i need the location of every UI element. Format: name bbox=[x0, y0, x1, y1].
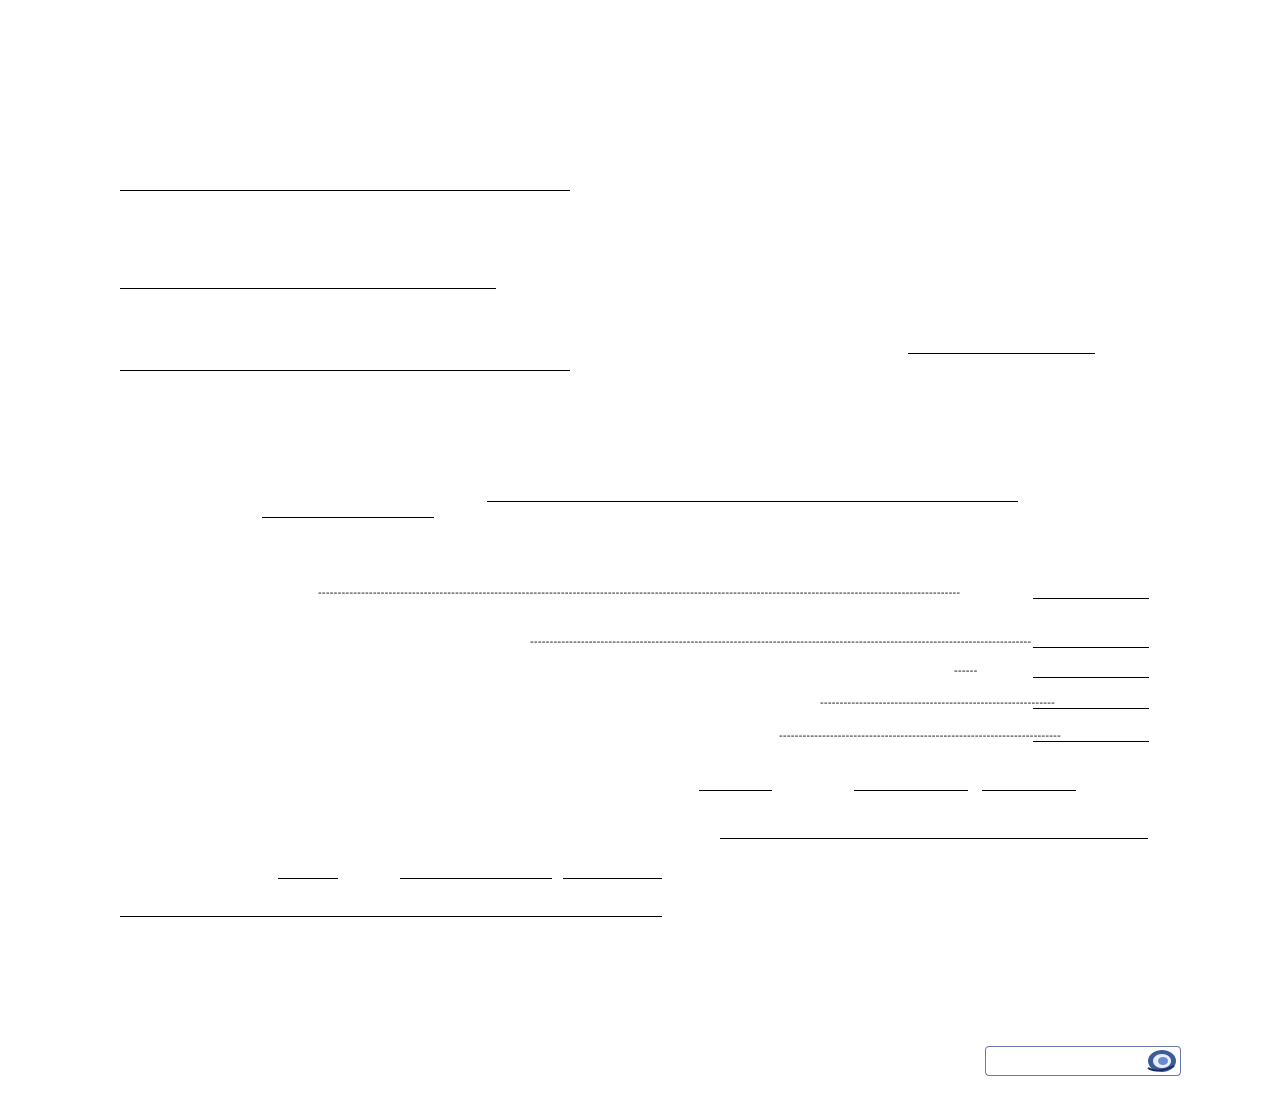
item-3-leader: ------ bbox=[954, 664, 978, 677]
item-2-leader: -------------------------------------------------------------------------------------------------------------------------------- bbox=[530, 635, 1032, 648]
clerk-signature-line[interactable] bbox=[120, 916, 662, 917]
garnishee-line[interactable] bbox=[120, 370, 570, 371]
approved-day-field[interactable] bbox=[278, 878, 338, 879]
item-1-amount-field[interactable] bbox=[1033, 598, 1149, 599]
item-4-amount-field[interactable] bbox=[1033, 708, 1149, 709]
approved-year-field[interactable] bbox=[563, 878, 662, 879]
item-4-leader: ------------------------------------------------------------ bbox=[820, 696, 1056, 709]
date-month-field[interactable] bbox=[854, 790, 968, 791]
approved-month-field[interactable] bbox=[400, 878, 552, 879]
total-leader: ------------------------------------------------------------------------ bbox=[779, 729, 1062, 742]
plaintiff-signature-line[interactable] bbox=[720, 838, 1148, 839]
plaintiff-line[interactable] bbox=[120, 190, 570, 191]
sum-amount-field[interactable] bbox=[262, 517, 434, 518]
defendant-line[interactable] bbox=[120, 288, 496, 289]
total-amount-field[interactable] bbox=[1033, 741, 1149, 742]
item-2-amount-field[interactable] bbox=[1033, 647, 1149, 648]
date-year-field[interactable] bbox=[982, 790, 1076, 791]
item-1-leader: -------------------------------------------------------------------------------------------------------------------------------------------------------------------- bbox=[318, 586, 961, 599]
date-day-field[interactable] bbox=[699, 790, 772, 791]
item-3-amount-field[interactable] bbox=[1033, 677, 1149, 678]
served-date-field[interactable] bbox=[487, 501, 1018, 502]
globe-logo-icon bbox=[1144, 1048, 1178, 1074]
footer-logo-box bbox=[985, 1046, 1181, 1076]
case-no-field[interactable] bbox=[908, 353, 1095, 354]
